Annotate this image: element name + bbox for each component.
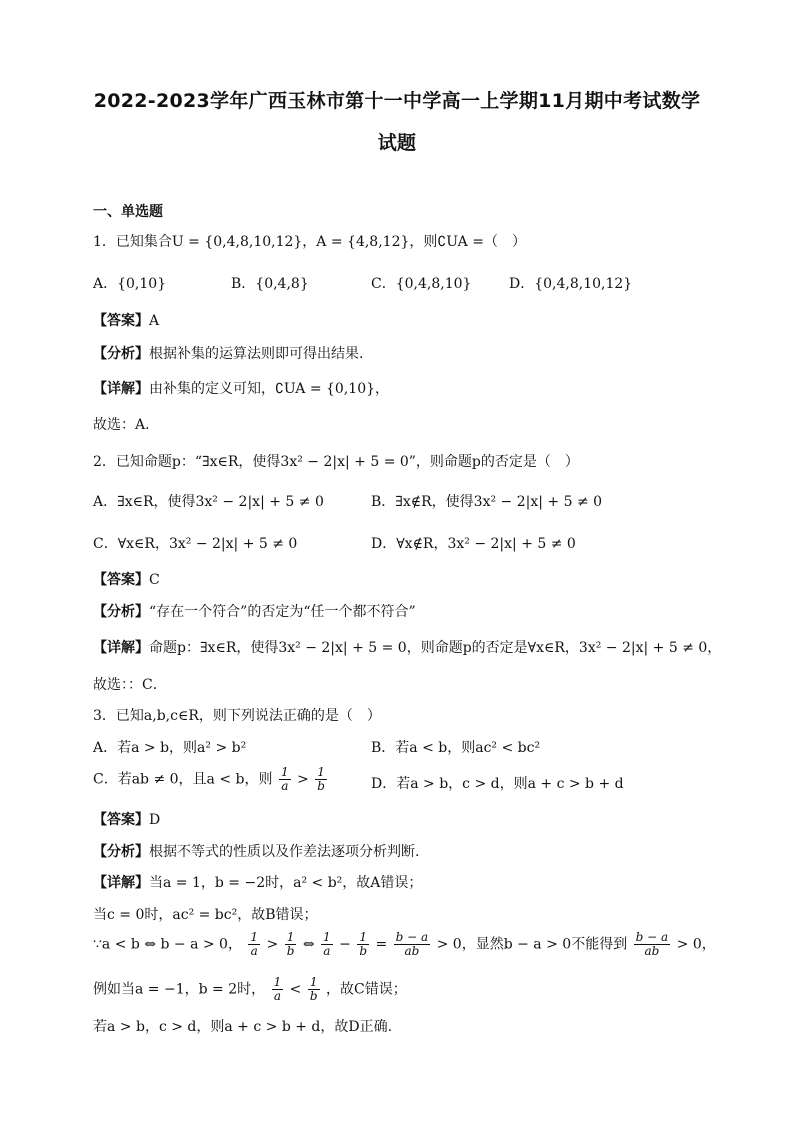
detail-text: 由补集的定义可知，∁UA = {0,10}， xyxy=(149,381,390,397)
detail-text: 命题p：∃x∈R，使得3x² − 2|x| + 5 = 0，则命题p的否定是∀x∈R，3x² − 2|x| + 5 ≠ 0， xyxy=(149,640,722,656)
document-title-line2: 试题 xyxy=(377,132,417,154)
q2-option-d: D．∀x∉R，3x² − 2|x| + 5 ≠ 0 xyxy=(371,536,576,552)
numerator: 1 xyxy=(273,975,282,989)
q2-conclusion: 故选：：C． xyxy=(93,677,167,693)
q3-detail-1 xyxy=(93,874,422,892)
q2-detail xyxy=(93,639,721,657)
answer-tag: 【答案】 xyxy=(93,812,149,828)
numerator: 1 xyxy=(285,931,297,945)
numerator: 1 xyxy=(250,930,259,944)
minus-sign: − xyxy=(339,936,351,953)
q2-stem: 2．已知命题p：“∃x∈R，使得3x² − 2|x| + 5 = 0”，则命题p的否定是（ ） xyxy=(93,454,579,470)
detail4-post: ，故C错误； xyxy=(326,981,407,998)
fraction-b-minus-a-over-ab xyxy=(394,931,431,958)
denominator: a xyxy=(273,989,281,1003)
q3-detail-5: 若a > b，c > d，则a + c > b + d，故D正确. xyxy=(93,1019,393,1035)
answer-tag: 【答案】 xyxy=(93,572,149,588)
q3-option-b: B．若a < b，则ac² < bc² xyxy=(371,740,541,756)
detail-tag: 【详解】 xyxy=(93,381,149,397)
answer-tag: 【答案】 xyxy=(93,313,149,329)
denominator: b xyxy=(359,944,367,958)
option-c-text: C．若ab ≠ 0，且a < b，则 xyxy=(93,771,273,788)
denominator: b xyxy=(286,944,295,958)
q2-option-c: C．∀x∈R，3x² − 2|x| + 5 ≠ 0 xyxy=(93,536,298,552)
denominator: ab xyxy=(644,944,660,958)
analysis-tag: 【分析】 xyxy=(93,346,149,362)
q3-detail-3 xyxy=(93,931,716,958)
q1-stem: 1．已知集合U = {0,4,8,10,12}，A = {4,8,12}，则∁UA =（ ） xyxy=(93,234,526,250)
detail3-end: > 0， xyxy=(676,936,716,953)
q1-answer xyxy=(93,312,159,330)
numerator: 1 xyxy=(280,765,289,779)
q2-option-b: B．∃x∉R，使得3x² − 2|x| + 5 ≠ 0 xyxy=(371,494,603,510)
numerator: 1 xyxy=(308,976,320,990)
detail3-post: > 0，显然b − a > 0不能得到 xyxy=(436,936,628,953)
denominator: a xyxy=(323,944,331,958)
q1-analysis xyxy=(93,345,363,363)
fraction-1-over-b xyxy=(285,931,297,958)
q3-stem: 3．已知a,b,c∈R，则下列说法正确的是（ ） xyxy=(93,708,381,724)
q1-option-a: A．{0,10} xyxy=(93,276,167,292)
q3-detail-4 xyxy=(93,976,407,1003)
answer-value: C xyxy=(149,572,160,588)
q1-option-c: C．{0,4,8,10} xyxy=(371,276,472,292)
fraction-1-over-b xyxy=(357,931,369,958)
denominator: b xyxy=(309,989,318,1003)
fraction-1-over-b xyxy=(315,766,327,793)
analysis-text: “存在一个符合”的否定为“任一个都不符合” xyxy=(149,604,416,620)
numerator: b − a xyxy=(395,930,429,944)
q3-detail-2: 当c = 0时，ac² = bc²，故B错误； xyxy=(93,907,318,923)
section-heading: 一、单选题 xyxy=(93,204,163,220)
numerator: 1 xyxy=(315,766,327,780)
q2-answer xyxy=(93,571,160,589)
fraction-1-over-a xyxy=(272,976,284,1003)
q1-option-d: D．{0,4,8,10,12} xyxy=(509,276,633,292)
denominator: b xyxy=(317,779,325,793)
q3-option-c xyxy=(93,766,329,793)
answer-value: A xyxy=(149,313,160,329)
lt-sign: < xyxy=(289,981,302,998)
q3-option-d: D．若a > b，c > d，则a + c > b + d xyxy=(371,776,624,792)
q1-option-b: B．{0,4,8} xyxy=(231,276,309,292)
fraction-1-over-a xyxy=(248,931,260,958)
analysis-text: 根据补集的运算法则即可得出结果. xyxy=(149,346,364,362)
q3-analysis xyxy=(93,843,419,861)
q1-conclusion: 故选：A． xyxy=(93,417,160,433)
fraction-b-minus-a-over-ab xyxy=(634,931,671,958)
document-title-line1: 2022-2023学年广西玉林市第十一中学高一上学期11月期中考试数学 xyxy=(93,90,701,112)
fraction-1-over-a xyxy=(321,931,333,958)
q2-option-a: A．∃x∈R，使得3x² − 2|x| + 5 ≠ 0 xyxy=(93,494,324,510)
iff-sign: ⇔ xyxy=(302,936,315,953)
detail4-pre: 例如当a = −1，b = 2时， xyxy=(93,981,266,998)
detail-text: 当a = 1，b = −2时，a² < b²，故A错误； xyxy=(149,875,423,891)
equals-sign: = xyxy=(375,936,388,953)
fraction-1-over-a xyxy=(279,766,291,793)
detail-tag: 【详解】 xyxy=(93,875,149,891)
analysis-tag: 【分析】 xyxy=(93,844,149,860)
gt-sign: > xyxy=(266,936,279,953)
fraction-1-over-b xyxy=(308,976,320,1003)
analysis-tag: 【分析】 xyxy=(93,604,149,620)
denominator: ab xyxy=(404,944,420,958)
analysis-text: 根据不等式的性质以及作差法逐项分析判断. xyxy=(149,844,420,860)
q3-option-a: A．若a > b，则a² > b² xyxy=(93,740,247,756)
denominator: a xyxy=(250,944,258,958)
answer-value: D xyxy=(149,812,161,828)
q1-detail xyxy=(93,380,389,398)
numerator: 1 xyxy=(323,930,331,944)
q2-analysis xyxy=(93,603,416,621)
numerator: 1 xyxy=(357,931,369,945)
numerator: b − a xyxy=(635,930,669,944)
detail3-pre: ∵a < b ⇔ b − a > 0， xyxy=(93,936,242,953)
gt-sign: > xyxy=(297,771,309,788)
q3-answer xyxy=(93,811,160,829)
denominator: a xyxy=(281,779,289,793)
detail-tag: 【详解】 xyxy=(93,640,149,656)
